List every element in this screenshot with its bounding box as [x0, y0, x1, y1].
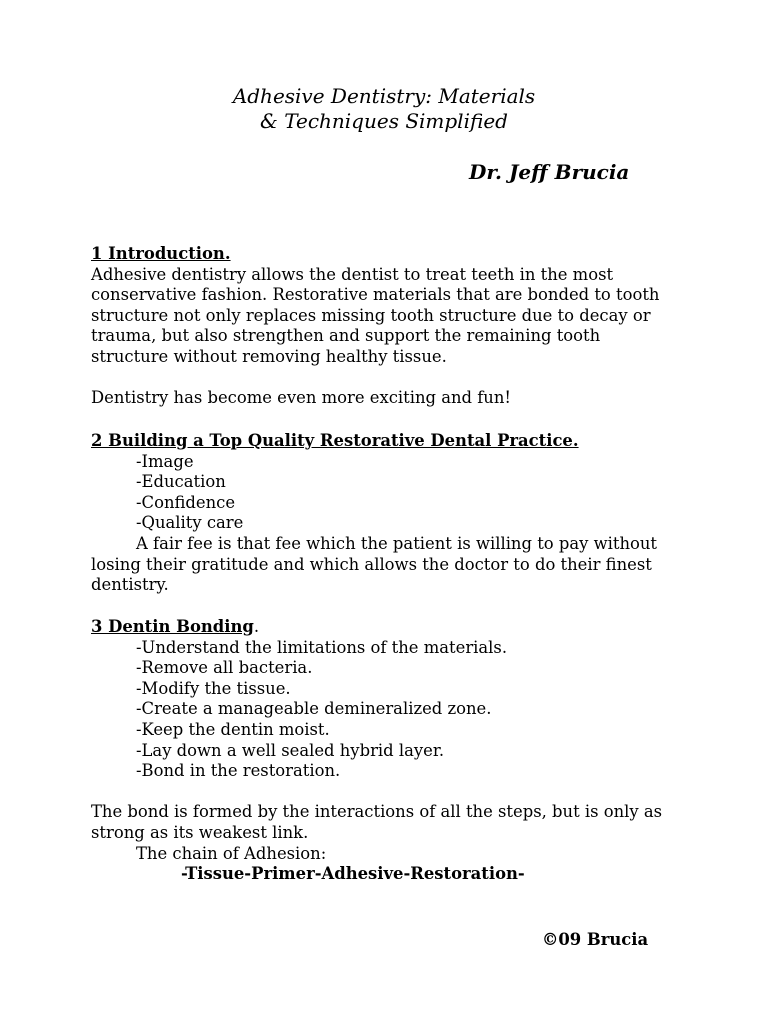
list-item: -Remove all bacteria.: [136, 658, 313, 678]
paragraph-line: structure without removing healthy tissue.: [91, 346, 447, 366]
author-name: Dr. Jeff Brucia: [469, 160, 630, 184]
section-heading-dentin-bonding-row: [91, 617, 671, 638]
paragraph-line: structure not only replaces missing tooth structure due to decay or: [91, 305, 651, 325]
section-dentin-bonding: [91, 617, 671, 885]
chain-label: The chain of Adhesion:: [136, 843, 327, 863]
list-item: -Bond in the restoration.: [136, 761, 341, 781]
list-item: -Create a manageable demineralized zone.: [136, 699, 492, 719]
paragraph-line: losing their gratitude and which allows the doctor to do their finest: [91, 554, 652, 574]
paragraph-line: trauma, but also strengthen and support the remaining tooth: [91, 326, 601, 346]
list-item: -Understand the limitations of the materials.: [136, 637, 508, 657]
list-item: -Modify the tissue.: [136, 678, 291, 698]
document-title-line-1: Adhesive Dentistry: Materials: [232, 84, 536, 108]
section-introduction: [91, 244, 671, 409]
paragraph-line: Dentistry has become even more exciting and fun!: [91, 388, 512, 408]
section-practice: [91, 431, 671, 596]
list-item: -Lay down a well sealed hybrid layer.: [136, 740, 445, 760]
section-heading-practice: 2 Building a Top Quality Restorative Dental Practice.: [91, 431, 579, 450]
list-item: -Quality care: [136, 513, 244, 533]
copyright-notice: ©09 Brucia: [542, 930, 649, 949]
section-heading-dentin-bonding: 3 Dentin Bonding: [91, 617, 254, 636]
document-title-line-2: & Techniques Simplified: [260, 109, 508, 133]
list-item: -Education: [136, 472, 226, 492]
section-heading-introduction: 1 Introduction.: [91, 244, 231, 263]
chain-of-adhesion: -Tissue-Primer-Adhesive-Restoration-: [181, 864, 525, 884]
list-item: -Confidence: [136, 492, 236, 512]
paragraph-line: dentistry.: [91, 575, 169, 595]
paragraph-line: Adhesive dentistry allows the dentist to treat teeth in the most: [91, 264, 614, 284]
heading-suffix: .: [253, 617, 260, 636]
paragraph-line: conservative fashion. Restorative materials that are bonded to tooth: [91, 285, 660, 305]
paragraph-line: strong as its weakest link.: [91, 822, 309, 842]
list-item: -Image: [136, 451, 194, 471]
paragraph-line: A fair fee is that fee which the patient is willing to pay without: [136, 533, 658, 553]
list-item: -Keep the dentin moist.: [136, 719, 330, 739]
paragraph-line: The bond is formed by the interactions of all the steps, but is only as: [91, 802, 663, 822]
